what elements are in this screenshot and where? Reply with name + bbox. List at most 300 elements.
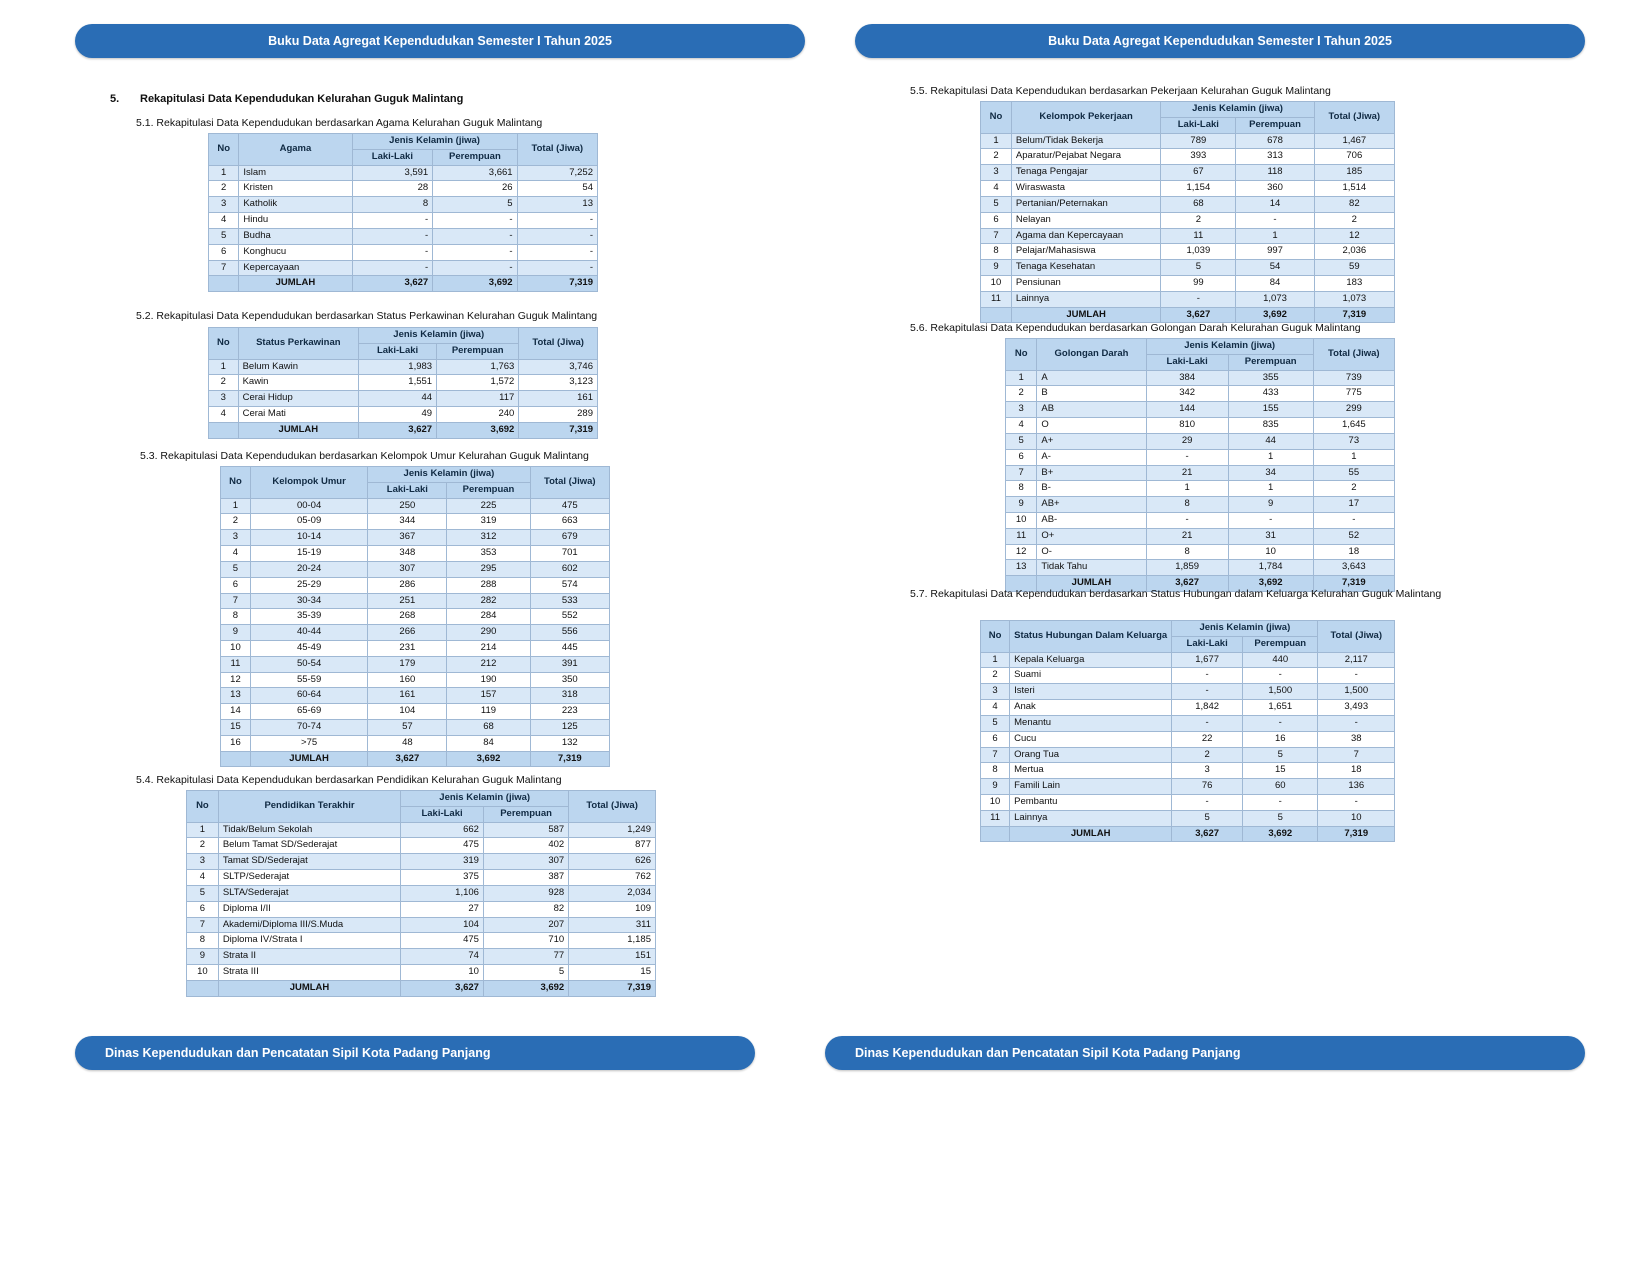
cell-category: O xyxy=(1037,418,1146,434)
cell-male: - xyxy=(352,260,433,276)
cell-total: 109 xyxy=(569,901,656,917)
th-category: Kelompok Umur xyxy=(250,467,367,499)
cell-category: Famili Lain xyxy=(1010,779,1172,795)
cell-male: 231 xyxy=(368,640,447,656)
table-row xyxy=(209,228,598,244)
th-gender-group: Jenis Kelamin (jiwa) xyxy=(1172,621,1318,637)
cell-female: 214 xyxy=(447,640,530,656)
cell-male: 662 xyxy=(401,822,484,838)
cell-no: 10 xyxy=(981,275,1012,291)
cell-male: 268 xyxy=(368,609,447,625)
cell-category: Isteri xyxy=(1010,684,1172,700)
cell-male: 68 xyxy=(1161,196,1236,212)
cell-category: SLTP/Sederajat xyxy=(218,870,400,886)
cell-male: 5 xyxy=(1161,260,1236,276)
table-row xyxy=(187,870,656,886)
cell-no: 1 xyxy=(221,498,251,514)
table-row xyxy=(1006,402,1395,418)
page-footer-banner xyxy=(75,1036,755,1070)
cell-male: - xyxy=(1146,449,1228,465)
cell-male: 5 xyxy=(1172,810,1243,826)
cell-no: 7 xyxy=(221,593,251,609)
cell-male: 27 xyxy=(401,901,484,917)
th-gender-group: Jenis Kelamin (jiwa) xyxy=(352,134,517,150)
cell-category: Katholik xyxy=(239,197,352,213)
cell-total: 18 xyxy=(1313,544,1394,560)
cell-male: 3,627 xyxy=(1161,307,1236,323)
table-row xyxy=(1006,481,1395,497)
th-category: Kelompok Pekerjaan xyxy=(1011,102,1160,134)
cell-total: 2,034 xyxy=(569,885,656,901)
cell-category: Tamat SD/Sederajat xyxy=(218,854,400,870)
table-heading-agama: 5.1. Rekapitulasi Data Kependudukan berdasarkan Agama Kelurahan Guguk Malintang xyxy=(136,117,543,129)
cell-category: Belum/Tidak Bekerja xyxy=(1011,133,1160,149)
table-kelompok-umur xyxy=(220,466,610,767)
cell-category: Pembantu xyxy=(1010,794,1172,810)
cell-category: Strata III xyxy=(218,964,400,980)
table-row xyxy=(981,652,1395,668)
table-row xyxy=(981,228,1395,244)
cell-total: - xyxy=(517,213,597,229)
cell-female: 16 xyxy=(1243,731,1318,747)
table-row xyxy=(981,668,1395,684)
cell-female: 710 xyxy=(483,933,568,949)
th-female: Perempuan xyxy=(437,343,519,359)
cell-female: 10 xyxy=(1228,544,1313,560)
cell-female: 1 xyxy=(1228,481,1313,497)
cell-male: 1,983 xyxy=(359,359,437,375)
cell-male: 3,627 xyxy=(1146,576,1228,592)
cell-no: 10 xyxy=(981,794,1010,810)
cell-total: - xyxy=(1318,715,1395,731)
cell-category: Cerai Mati xyxy=(238,407,359,423)
cell-no: 12 xyxy=(221,672,251,688)
table-row xyxy=(187,933,656,949)
cell-category: AB+ xyxy=(1037,497,1146,513)
th-female: Perempuan xyxy=(447,482,530,498)
cell-no: 6 xyxy=(1006,449,1037,465)
table-row xyxy=(981,715,1395,731)
table-row xyxy=(209,391,598,407)
cell-female: 835 xyxy=(1228,418,1313,434)
cell-no: 13 xyxy=(1006,560,1037,576)
cell-male: 1,842 xyxy=(1172,700,1243,716)
table-row xyxy=(1006,528,1395,544)
cell-no: 4 xyxy=(187,870,219,886)
cell-category: Kristen xyxy=(239,181,352,197)
cell-male: 3,627 xyxy=(401,980,484,996)
cell-no: 15 xyxy=(221,720,251,736)
cell-no: 4 xyxy=(209,407,239,423)
cell-no xyxy=(209,422,239,438)
section-title: Rekapitulasi Data Kependudukan Kelurahan Guguk Malintang xyxy=(140,93,464,105)
cell-male: 348 xyxy=(368,546,447,562)
cell-female: 190 xyxy=(447,672,530,688)
cell-no: 3 xyxy=(209,197,239,213)
cell-total: 318 xyxy=(530,688,609,704)
cell-total: 706 xyxy=(1314,149,1394,165)
th-category: Golongan Darah xyxy=(1037,339,1146,371)
table-row xyxy=(1006,497,1395,513)
cell-category: SLTA/Sederajat xyxy=(218,885,400,901)
table-heading-pendidikan: 5.4. Rekapitulasi Data Kependudukan berdasarkan Pendidikan Kelurahan Guguk Malintang xyxy=(136,774,562,786)
cell-female: 77 xyxy=(483,949,568,965)
cell-total: 311 xyxy=(569,917,656,933)
cell-total: 3,123 xyxy=(519,375,598,391)
cell-female: 1,651 xyxy=(1243,700,1318,716)
cell-female: 3,692 xyxy=(437,422,519,438)
cell-female: 997 xyxy=(1236,244,1314,260)
cell-total: 626 xyxy=(569,854,656,870)
cell-no: 9 xyxy=(981,779,1010,795)
cell-male: 3,627 xyxy=(352,276,433,292)
cell-category: Pertanian/Peternakan xyxy=(1011,196,1160,212)
th-male: Laki-Laki xyxy=(352,149,433,165)
cell-female: 44 xyxy=(1228,433,1313,449)
table-row xyxy=(981,212,1395,228)
th-gender-group: Jenis Kelamin (jiwa) xyxy=(1146,339,1313,355)
cell-no xyxy=(187,980,219,996)
cell-total: 59 xyxy=(1314,260,1394,276)
table-row xyxy=(221,577,610,593)
cell-female: 433 xyxy=(1228,386,1313,402)
table-row xyxy=(1006,512,1395,528)
th-category: Status Hubungan Dalam Keluarga xyxy=(1010,621,1172,653)
cell-category: B- xyxy=(1037,481,1146,497)
cell-total: 762 xyxy=(569,870,656,886)
cell-female: 5 xyxy=(1243,810,1318,826)
cell-category: Tenaga Kesehatan xyxy=(1011,260,1160,276)
cell-female: 1 xyxy=(1236,228,1314,244)
cell-male: 8 xyxy=(352,197,433,213)
cell-no: 6 xyxy=(981,212,1012,228)
th-gender-group: Jenis Kelamin (jiwa) xyxy=(368,467,530,483)
cell-category: 20-24 xyxy=(250,561,367,577)
cell-category: 00-04 xyxy=(250,498,367,514)
cell-female: - xyxy=(1228,512,1313,528)
cell-no: 3 xyxy=(187,854,219,870)
cell-male: 475 xyxy=(401,933,484,949)
cell-female: 288 xyxy=(447,577,530,593)
cell-female: 3,692 xyxy=(447,751,530,767)
table-row xyxy=(187,917,656,933)
cell-total: 1,249 xyxy=(569,822,656,838)
cell-total: 82 xyxy=(1314,196,1394,212)
cell-no: 2 xyxy=(981,668,1010,684)
cell-total: 775 xyxy=(1313,386,1394,402)
cell-category: Belum Kawin xyxy=(238,359,359,375)
cell-male: 104 xyxy=(368,704,447,720)
cell-female: 387 xyxy=(483,870,568,886)
cell-total: 136 xyxy=(1318,779,1395,795)
cell-category: A- xyxy=(1037,449,1146,465)
table-row xyxy=(187,838,656,854)
cell-female: 282 xyxy=(447,593,530,609)
cell-category: Belum Tamat SD/Sederajat xyxy=(218,838,400,854)
table-row xyxy=(981,700,1395,716)
cell-male: 1,551 xyxy=(359,375,437,391)
cell-female: 1,500 xyxy=(1243,684,1318,700)
cell-no: 6 xyxy=(209,244,239,260)
table-heading-status-hubungan: 5.7. Rekapitulasi Data Kependudukan berdasarkan Status Hubungan dalam Keluarga Kelurahan Guguk Malintang xyxy=(910,588,1442,600)
cell-female: 3,692 xyxy=(433,276,517,292)
cell-female: 1,572 xyxy=(437,375,519,391)
cell-no: 4 xyxy=(981,181,1012,197)
cell-female: 82 xyxy=(483,901,568,917)
cell-female: 3,692 xyxy=(483,980,568,996)
cell-male: 28 xyxy=(352,181,433,197)
cell-male: 3,591 xyxy=(352,165,433,181)
cell-male: 99 xyxy=(1161,275,1236,291)
cell-no: 3 xyxy=(221,530,251,546)
cell-category: >75 xyxy=(250,735,367,751)
cell-male: 3,627 xyxy=(359,422,437,438)
cell-no xyxy=(209,276,239,292)
cell-no: 5 xyxy=(221,561,251,577)
table-row xyxy=(981,747,1395,763)
cell-female: 119 xyxy=(447,704,530,720)
cell-no: 8 xyxy=(981,244,1012,260)
table-row xyxy=(187,822,656,838)
cell-no: 6 xyxy=(981,731,1010,747)
cell-no: 8 xyxy=(221,609,251,625)
cell-total: 7,319 xyxy=(1313,576,1394,592)
th-female: Perempuan xyxy=(1243,636,1318,652)
cell-total: 13 xyxy=(517,197,597,213)
table-row xyxy=(981,149,1395,165)
cell-category: 65-69 xyxy=(250,704,367,720)
cell-category: AB xyxy=(1037,402,1146,418)
th-no: No xyxy=(981,102,1012,134)
table-row xyxy=(221,640,610,656)
cell-sum-label: JUMLAH xyxy=(218,980,400,996)
cell-female: 84 xyxy=(447,735,530,751)
page-header-banner xyxy=(75,24,805,58)
table-row xyxy=(221,561,610,577)
th-male: Laki-Laki xyxy=(368,482,447,498)
cell-sum-label: JUMLAH xyxy=(239,276,352,292)
cell-no: 4 xyxy=(221,546,251,562)
cell-total: 185 xyxy=(1314,165,1394,181)
table-pendidikan xyxy=(186,790,656,997)
cell-female: 15 xyxy=(1243,763,1318,779)
cell-category: Konghucu xyxy=(239,244,352,260)
th-category: Status Perkawinan xyxy=(238,328,359,360)
cell-no: 8 xyxy=(981,763,1010,779)
cell-male: 789 xyxy=(1161,133,1236,149)
table-heading-kelompok-umur: 5.3. Rekapitulasi Data Kependudukan berdasarkan Kelompok Umur Kelurahan Guguk Malintang xyxy=(140,450,589,462)
cell-total: 7,319 xyxy=(569,980,656,996)
cell-total: - xyxy=(1313,512,1394,528)
cell-female: 295 xyxy=(447,561,530,577)
table-row xyxy=(221,530,610,546)
table-total-row xyxy=(221,751,610,767)
table-row xyxy=(209,375,598,391)
cell-female: 118 xyxy=(1236,165,1314,181)
cell-category: Suami xyxy=(1010,668,1172,684)
cell-female: 312 xyxy=(447,530,530,546)
th-total: Total (Jiwa) xyxy=(519,328,598,360)
cell-total: - xyxy=(1318,794,1395,810)
cell-sum-label: JUMLAH xyxy=(250,751,367,767)
cell-no: 7 xyxy=(981,228,1012,244)
th-no: No xyxy=(1006,339,1037,371)
cell-female: - xyxy=(433,244,517,260)
cell-male: 393 xyxy=(1161,149,1236,165)
cell-total: 1,073 xyxy=(1314,291,1394,307)
table-row xyxy=(1006,544,1395,560)
cell-no: 7 xyxy=(187,917,219,933)
cell-category: Diploma I/II xyxy=(218,901,400,917)
cell-total: 602 xyxy=(530,561,609,577)
cell-female: 225 xyxy=(447,498,530,514)
cell-total: - xyxy=(1318,668,1395,684)
cell-no: 1 xyxy=(209,165,239,181)
table-agama xyxy=(208,133,598,292)
cell-no: 5 xyxy=(209,228,239,244)
cell-no: 16 xyxy=(221,735,251,751)
cell-category: Pensiunan xyxy=(1011,275,1160,291)
table-heading-pekerjaan: 5.5. Rekapitulasi Data Kependudukan berdasarkan Pekerjaan Kelurahan Guguk Malintang xyxy=(910,85,1331,97)
cell-male: 286 xyxy=(368,577,447,593)
cell-category: Budha xyxy=(239,228,352,244)
th-male: Laki-Laki xyxy=(1146,354,1228,370)
cell-female: 3,692 xyxy=(1236,307,1314,323)
cell-no: 9 xyxy=(221,625,251,641)
cell-female: 5 xyxy=(483,964,568,980)
cell-male: 251 xyxy=(368,593,447,609)
th-no: No xyxy=(221,467,251,499)
table-row xyxy=(221,514,610,530)
th-total: Total (Jiwa) xyxy=(1318,621,1395,653)
th-male: Laki-Laki xyxy=(401,806,484,822)
cell-category: Akademi/Diploma III/S.Muda xyxy=(218,917,400,933)
cell-category: Cerai Hidup xyxy=(238,391,359,407)
table-row xyxy=(221,546,610,562)
cell-no: 1 xyxy=(981,133,1012,149)
cell-female: 5 xyxy=(433,197,517,213)
table-row xyxy=(221,656,610,672)
cell-total: 7,319 xyxy=(530,751,609,767)
cell-total: 38 xyxy=(1318,731,1395,747)
cell-category: Pelajar/Mahasiswa xyxy=(1011,244,1160,260)
cell-female: 212 xyxy=(447,656,530,672)
cell-category: Strata II xyxy=(218,949,400,965)
cell-female: 360 xyxy=(1236,181,1314,197)
cell-category: 60-64 xyxy=(250,688,367,704)
table-row xyxy=(981,779,1395,795)
table-row xyxy=(221,735,610,751)
cell-no: 4 xyxy=(209,213,239,229)
cell-total: 350 xyxy=(530,672,609,688)
cell-no: 7 xyxy=(209,260,239,276)
cell-male: 3,627 xyxy=(1172,826,1243,842)
cell-category: Wiraswasta xyxy=(1011,181,1160,197)
cell-category: 05-09 xyxy=(250,514,367,530)
cell-male: 1 xyxy=(1146,481,1228,497)
cell-female: 353 xyxy=(447,546,530,562)
cell-total: 475 xyxy=(530,498,609,514)
cell-category: Tenaga Pengajar xyxy=(1011,165,1160,181)
cell-total: 7,319 xyxy=(1318,826,1395,842)
cell-total: 1 xyxy=(1313,449,1394,465)
cell-male: 21 xyxy=(1146,528,1228,544)
cell-total: 183 xyxy=(1314,275,1394,291)
cell-total: 877 xyxy=(569,838,656,854)
cell-no: 6 xyxy=(221,577,251,593)
cell-total: 55 xyxy=(1313,465,1394,481)
cell-total: 574 xyxy=(530,577,609,593)
cell-no: 1 xyxy=(981,652,1010,668)
cell-female: 928 xyxy=(483,885,568,901)
cell-female: - xyxy=(433,213,517,229)
cell-no: 1 xyxy=(187,822,219,838)
cell-total: 391 xyxy=(530,656,609,672)
cell-no: 5 xyxy=(187,885,219,901)
cell-total: 679 xyxy=(530,530,609,546)
cell-male: 160 xyxy=(368,672,447,688)
table-row xyxy=(221,720,610,736)
cell-female: 54 xyxy=(1236,260,1314,276)
cell-total: 125 xyxy=(530,720,609,736)
th-category: Agama xyxy=(239,134,352,166)
cell-male: 1,677 xyxy=(1172,652,1243,668)
cell-female: 240 xyxy=(437,407,519,423)
table-row xyxy=(1006,433,1395,449)
cell-no: 2 xyxy=(209,375,239,391)
cell-category: Cucu xyxy=(1010,731,1172,747)
cell-male: - xyxy=(1172,668,1243,684)
cell-female: 60 xyxy=(1243,779,1318,795)
cell-no: 6 xyxy=(187,901,219,917)
table-row xyxy=(221,498,610,514)
cell-male: 1,106 xyxy=(401,885,484,901)
th-male: Laki-Laki xyxy=(359,343,437,359)
th-total: Total (Jiwa) xyxy=(517,134,597,166)
table-row xyxy=(209,260,598,276)
cell-no: 10 xyxy=(1006,512,1037,528)
cell-female: 26 xyxy=(433,181,517,197)
page-header-banner xyxy=(855,24,1585,58)
cell-category: Lainnya xyxy=(1010,810,1172,826)
table-row xyxy=(187,964,656,980)
cell-category: 30-34 xyxy=(250,593,367,609)
th-gender-group: Jenis Kelamin (jiwa) xyxy=(359,328,519,344)
cell-female: 68 xyxy=(447,720,530,736)
cell-no: 9 xyxy=(187,949,219,965)
th-male: Laki-Laki xyxy=(1172,636,1243,652)
cell-female: 3,692 xyxy=(1228,576,1313,592)
cell-total: 1,645 xyxy=(1313,418,1394,434)
cell-category: Anak xyxy=(1010,700,1172,716)
cell-male: - xyxy=(1172,684,1243,700)
cell-female: 31 xyxy=(1228,528,1313,544)
cell-no: 1 xyxy=(209,359,239,375)
th-total: Total (Jiwa) xyxy=(530,467,609,499)
cell-no: 1 xyxy=(1006,370,1037,386)
cell-category: O- xyxy=(1037,544,1146,560)
cell-total: 52 xyxy=(1313,528,1394,544)
cell-male: 8 xyxy=(1146,497,1228,513)
cell-total: 552 xyxy=(530,609,609,625)
table-row xyxy=(981,181,1395,197)
table-row xyxy=(981,810,1395,826)
cell-male: 29 xyxy=(1146,433,1228,449)
cell-category: Menantu xyxy=(1010,715,1172,731)
cell-male: 21 xyxy=(1146,465,1228,481)
cell-no: 14 xyxy=(221,704,251,720)
cell-male: - xyxy=(1146,512,1228,528)
